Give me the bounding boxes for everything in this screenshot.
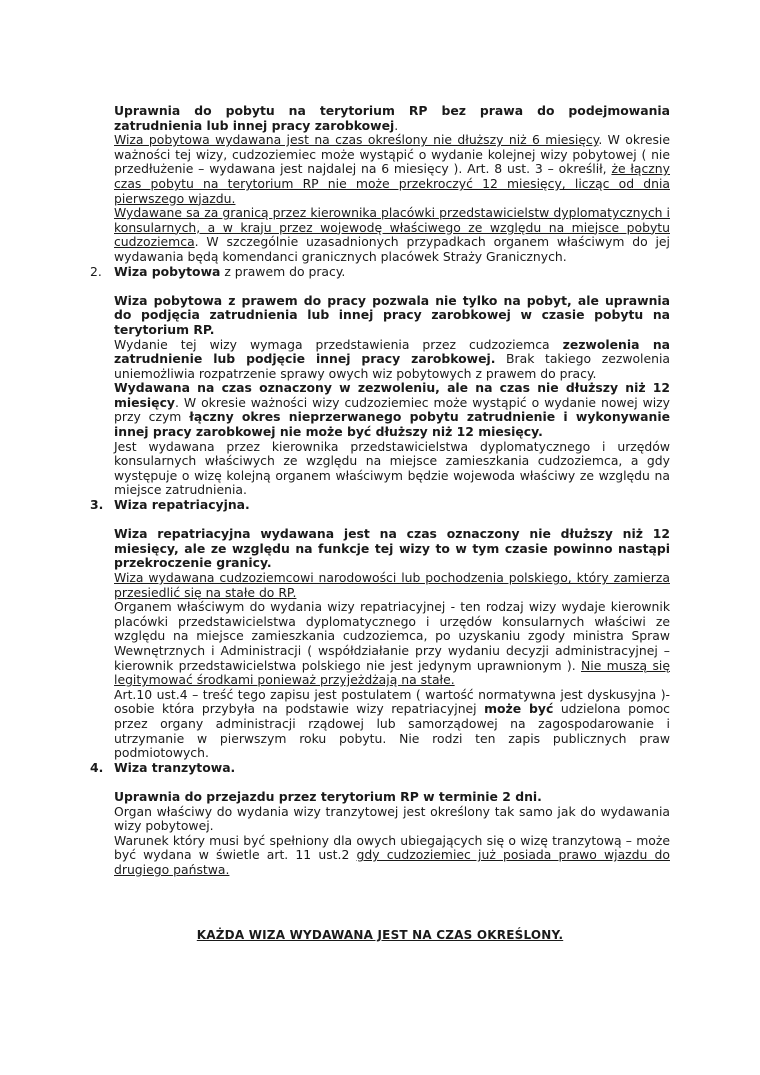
paragraph: Uprawnia do przejazdu przez terytorium RP w terminie 2 dni. xyxy=(114,788,542,804)
section-heading: Wiza tranzytowa. xyxy=(114,759,236,775)
paragraph xyxy=(114,133,670,206)
bold-text: Wydawana na czas oznaczony w zezwoleniu, ale na czas nie dłuższy niż 12 miesięcy xyxy=(114,380,670,410)
text: udzielona pomoc przez organy administracji rządowej lub samorządowej na zagospodarowanie i utrzymanie w pierwszym roku pobytu. Nie rodzi ten zapis publicznych praw podmiotowych. xyxy=(114,701,670,761)
underlined-text: Wydawane sa za granicą przez kierownika placówki przedstawicielstw dyplomatycznych i konsularnych, a w kraju przez wojewodę właściwego ze względu na miejsce pobytu cudzoziemca xyxy=(114,205,670,250)
paragraph: Wiza repatriacyjna wydawana jest na czas oznaczony nie dłuższy niż 12 miesięcy, ale ze względu na funkcje tej wizy to w tym czasie powinno nastąpi przekroczenie granicy. xyxy=(114,526,670,571)
text: Warunek który musi być spełniony dla owych ubiegających się o wizę tranzytową – może być wydana w świetle art. 11 ust.2 xyxy=(114,832,670,863)
section-4 xyxy=(90,759,670,776)
underlined-text: że łączny czas pobytu na terytorium RP nie może przekroczyć 12 miesięcy, licząc od dnia pierwszego wjazdu. xyxy=(114,161,670,206)
text: . W szczególnie uzasadnionych przypadkach organem właściwym do jej wydawania będą komendanci granicznych placówek Straży Granicznych. xyxy=(114,234,670,264)
bold-text: łączny okres nieprzerwanego pobytu zatrudnienie i wykonywanie innej pracy zarobkowej nie może być dłuższy niż 12 miesięcy. xyxy=(114,409,670,440)
paragraph xyxy=(114,206,670,264)
text: . xyxy=(394,117,399,133)
document-body xyxy=(90,103,670,877)
text: Brak takiego zezwolenia uniemożliwia rozpatrzenie sprawy owych wiz pobytowych z prawem do pracy. xyxy=(114,351,670,381)
paragraph: Jest wydawana przez kierownika przedstawicielstwa dyplomatycznego i urzędów konsularnych właściwych ze względu na miejsce zamieszkania cudzoziemca, a gdy występuje o wizę kolejną organem właściwym będzie wojewoda właściwy ze względu na miejsce zatrudnienia. xyxy=(114,438,670,498)
paragraph xyxy=(114,338,670,382)
text: z prawem do pracy xyxy=(220,263,342,279)
paragraph xyxy=(114,381,670,439)
section-2 xyxy=(90,263,670,280)
paragraph: Organ właściwy do wydania wizy tranzytowej jest określony tak samo jak do wydawania wizy pobytowej. xyxy=(114,803,670,834)
paragraph xyxy=(114,834,670,878)
bold-text: Wiza pobytowa xyxy=(114,263,221,279)
paragraph: Wiza pobytowa z prawem do pracy pozwala nie tylko na pobyt, ale uprawnia do podjęcia zatrudnienia lub innej pracy zarobkowej w czasie pobytu na terytorium RP. xyxy=(114,292,670,337)
bold-text: może być xyxy=(484,701,554,717)
text: Wydanie tej wizy wymaga przedstawienia przez cudzoziemca xyxy=(114,336,563,352)
bold-text: Uprawnia do pobytu na terytorium RP bez prawa do podejmowania zatrudnienia lub innej pracy zarobkowej xyxy=(114,103,670,133)
list-number: 2. xyxy=(90,263,102,279)
text: Organem właściwym do wydania wizy repatriacyjnej - ten rodzaj wizy wydaje kierownik placówki przedstawicielstwa dyplomatycznego i urzędów konsularnych właściwi ze względu na miejsce zamieszkania cudzoziemca, po uzyskaniu zgody ministra Spraw Wewnętrznych i Administracji ( współdziałanie przy wydaniu decyzji administracyjnej – kierownik przedstawicielstwa polskiego nie jest jedynym uprawnionym ). xyxy=(114,599,670,673)
text: . W okresie ważności wizy cudzoziemiec może wystąpić o wydanie nowej wizy przy czym xyxy=(114,394,670,425)
paragraph xyxy=(114,104,670,133)
closing-statement: KAŻDA WIZA WYDAWANA JEST NA CZAS OKREŚLONY. xyxy=(196,928,564,942)
underlined-text: Nie muszą się legitymować środkami ponieważ przyjeżdżają na stałe. xyxy=(114,657,670,688)
text: . W okresie ważności tej wizy, cudzoziemiec może wystąpić o wydanie kolejnej wizy pobytowej ( nie przedłużenie – wydawana jest najdalej na 6 miesięcy ). Art. 8 ust. 3 – określił, xyxy=(114,132,670,177)
list-number: 4. xyxy=(90,759,104,775)
section-3 xyxy=(90,497,670,513)
paragraph: Wiza wydawana cudzoziemcowi narodowości lub pochodzenia polskiego, który zamierza przesiedlić się na stałe do RP. xyxy=(114,570,670,600)
paragraph xyxy=(114,688,670,761)
paragraph xyxy=(114,600,670,688)
section-heading xyxy=(114,265,670,280)
section-heading: Wiza repatriacyjna. xyxy=(114,497,250,513)
text: . xyxy=(341,263,346,279)
bold-text: zezwolenia na zatrudnienie lub podjęcie innej pracy zarobkowej. xyxy=(114,336,670,367)
underlined-text: Wiza pobytowa wydawana jest na czas określony nie dłuższy niż 6 miesięcy xyxy=(114,132,599,148)
text: Art.10 ust.4 – treść tego zapisu jest postulatem ( wartość normatywna jest dyskusyjna )- osobie która przybyła na podstawie wizy repatriacyjnej xyxy=(114,686,670,717)
list-number: 3. xyxy=(90,497,104,513)
underlined-text: gdy cudzoziemiec już posiada prawo wjazdu do drugiego państwa. xyxy=(114,847,670,877)
